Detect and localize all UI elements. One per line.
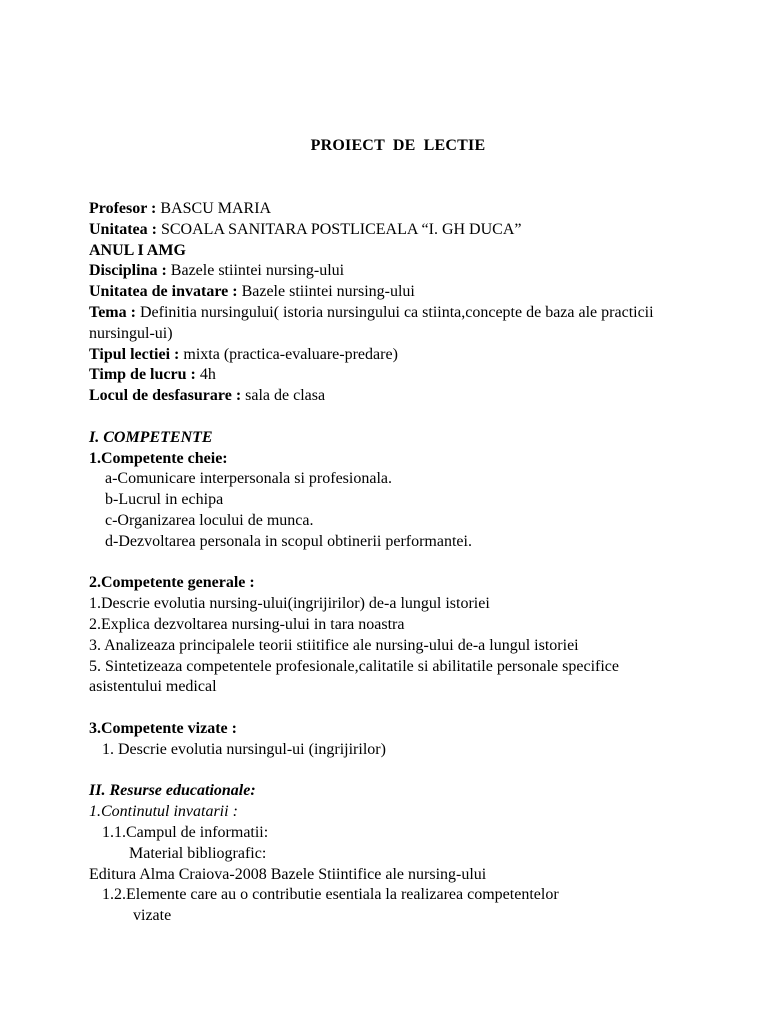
continut-heading: 1.Continutul invatarii : bbox=[89, 803, 238, 821]
document-body bbox=[89, 199, 689, 927]
elemente-line: 1.2.Elemente care au o contributie esentiala la realizarea competentelor bbox=[102, 886, 559, 904]
tema-value: Definitia nursingului( istoria nursingului ca stiinta,concepte de baza ale practicii nursingul-ui) bbox=[89, 303, 654, 342]
list-item: 1.Descrie evolutia nursing-ului(ingrijirilor) de-a lungul istoriei bbox=[89, 595, 490, 613]
unitatea-line bbox=[89, 220, 689, 241]
timp-line bbox=[89, 365, 689, 386]
profesor-line bbox=[89, 199, 689, 220]
competente-vizate-heading: 3.Competente vizate : bbox=[89, 719, 237, 737]
locul-line bbox=[89, 386, 689, 407]
tema-line bbox=[89, 303, 689, 345]
list-item: 3. Analizeaza principalele teorii stiitifice ale nursing-ului de-a lungul istoriei bbox=[89, 636, 579, 654]
anul-text: ANUL I AMG bbox=[89, 241, 186, 259]
disciplina-value: Bazele stiintei nursing-ului bbox=[166, 262, 345, 280]
competente-cheie-heading: 1.Competente cheie: bbox=[89, 449, 228, 467]
tipul-value: mixta (practica-evaluare-predare) bbox=[179, 345, 398, 363]
list-item: b-Lucrul in echipa bbox=[105, 491, 224, 509]
tema-label: Tema : bbox=[89, 303, 136, 321]
material-line: Material bibliografic: bbox=[129, 844, 267, 862]
list-item: d-Dezvoltarea personala in scopul obtinerii performantei. bbox=[105, 532, 472, 550]
list-item: 5. Sintetizeaza competentele profesionale,calitatile si abilitatile personale specifice asistentului medical bbox=[89, 657, 619, 696]
list-item: c-Organizarea locului de munca. bbox=[105, 511, 314, 529]
tipul-line bbox=[89, 345, 689, 366]
resurse-heading: II. Resurse educationale: bbox=[89, 782, 256, 800]
unitatea-invatare-line bbox=[89, 282, 689, 303]
campul-line: 1.1.Campul de informatii: bbox=[102, 823, 269, 841]
spacer bbox=[89, 407, 689, 428]
profesor-value: BASCU MARIA bbox=[156, 200, 272, 217]
spacer bbox=[89, 553, 689, 574]
unitatea-invatare-value: Bazele stiintei nursing-ului bbox=[237, 283, 415, 301]
unitatea-invatare-label: Unitatea de invatare : bbox=[89, 283, 238, 301]
locul-label: Locul de desfasurare : bbox=[89, 387, 242, 405]
list-item: 1. Descrie evolutia nursingul-ui (ingrijirilor) bbox=[102, 740, 386, 758]
list-item: 2.Explica dezvoltarea nursing-ului in tara noastra bbox=[89, 615, 405, 633]
competente-generale-heading: 2.Competente generale : bbox=[89, 574, 255, 592]
unitatea-value: SCOALA SANITARA POSTLICEALA “I. GH DUCA” bbox=[156, 220, 522, 238]
competente-heading: I. COMPETENTE bbox=[89, 428, 213, 446]
anul-line bbox=[89, 241, 689, 262]
disciplina-line bbox=[89, 261, 689, 282]
list-item: a-Comunicare interpersonala si profesionala. bbox=[105, 470, 392, 488]
disciplina-label: Disciplina : bbox=[89, 262, 167, 280]
locul-value: sala de clasa bbox=[241, 387, 326, 405]
document-title: PROIECT DE LECTIE bbox=[310, 137, 486, 154]
spacer bbox=[89, 698, 689, 719]
profesor-label: Profesor : bbox=[89, 200, 157, 217]
unitatea-label: Unitatea : bbox=[89, 220, 157, 238]
elemente-line-cont: vizate bbox=[133, 907, 172, 925]
timp-value: 4h bbox=[195, 366, 216, 384]
editura-line: Editura Alma Craiova-2008 Bazele Stiintifice ale nursing-ului bbox=[89, 865, 487, 883]
tipul-label: Tipul lectiei : bbox=[89, 345, 180, 363]
spacer bbox=[89, 761, 689, 782]
timp-label: Timp de lucru : bbox=[89, 366, 196, 384]
